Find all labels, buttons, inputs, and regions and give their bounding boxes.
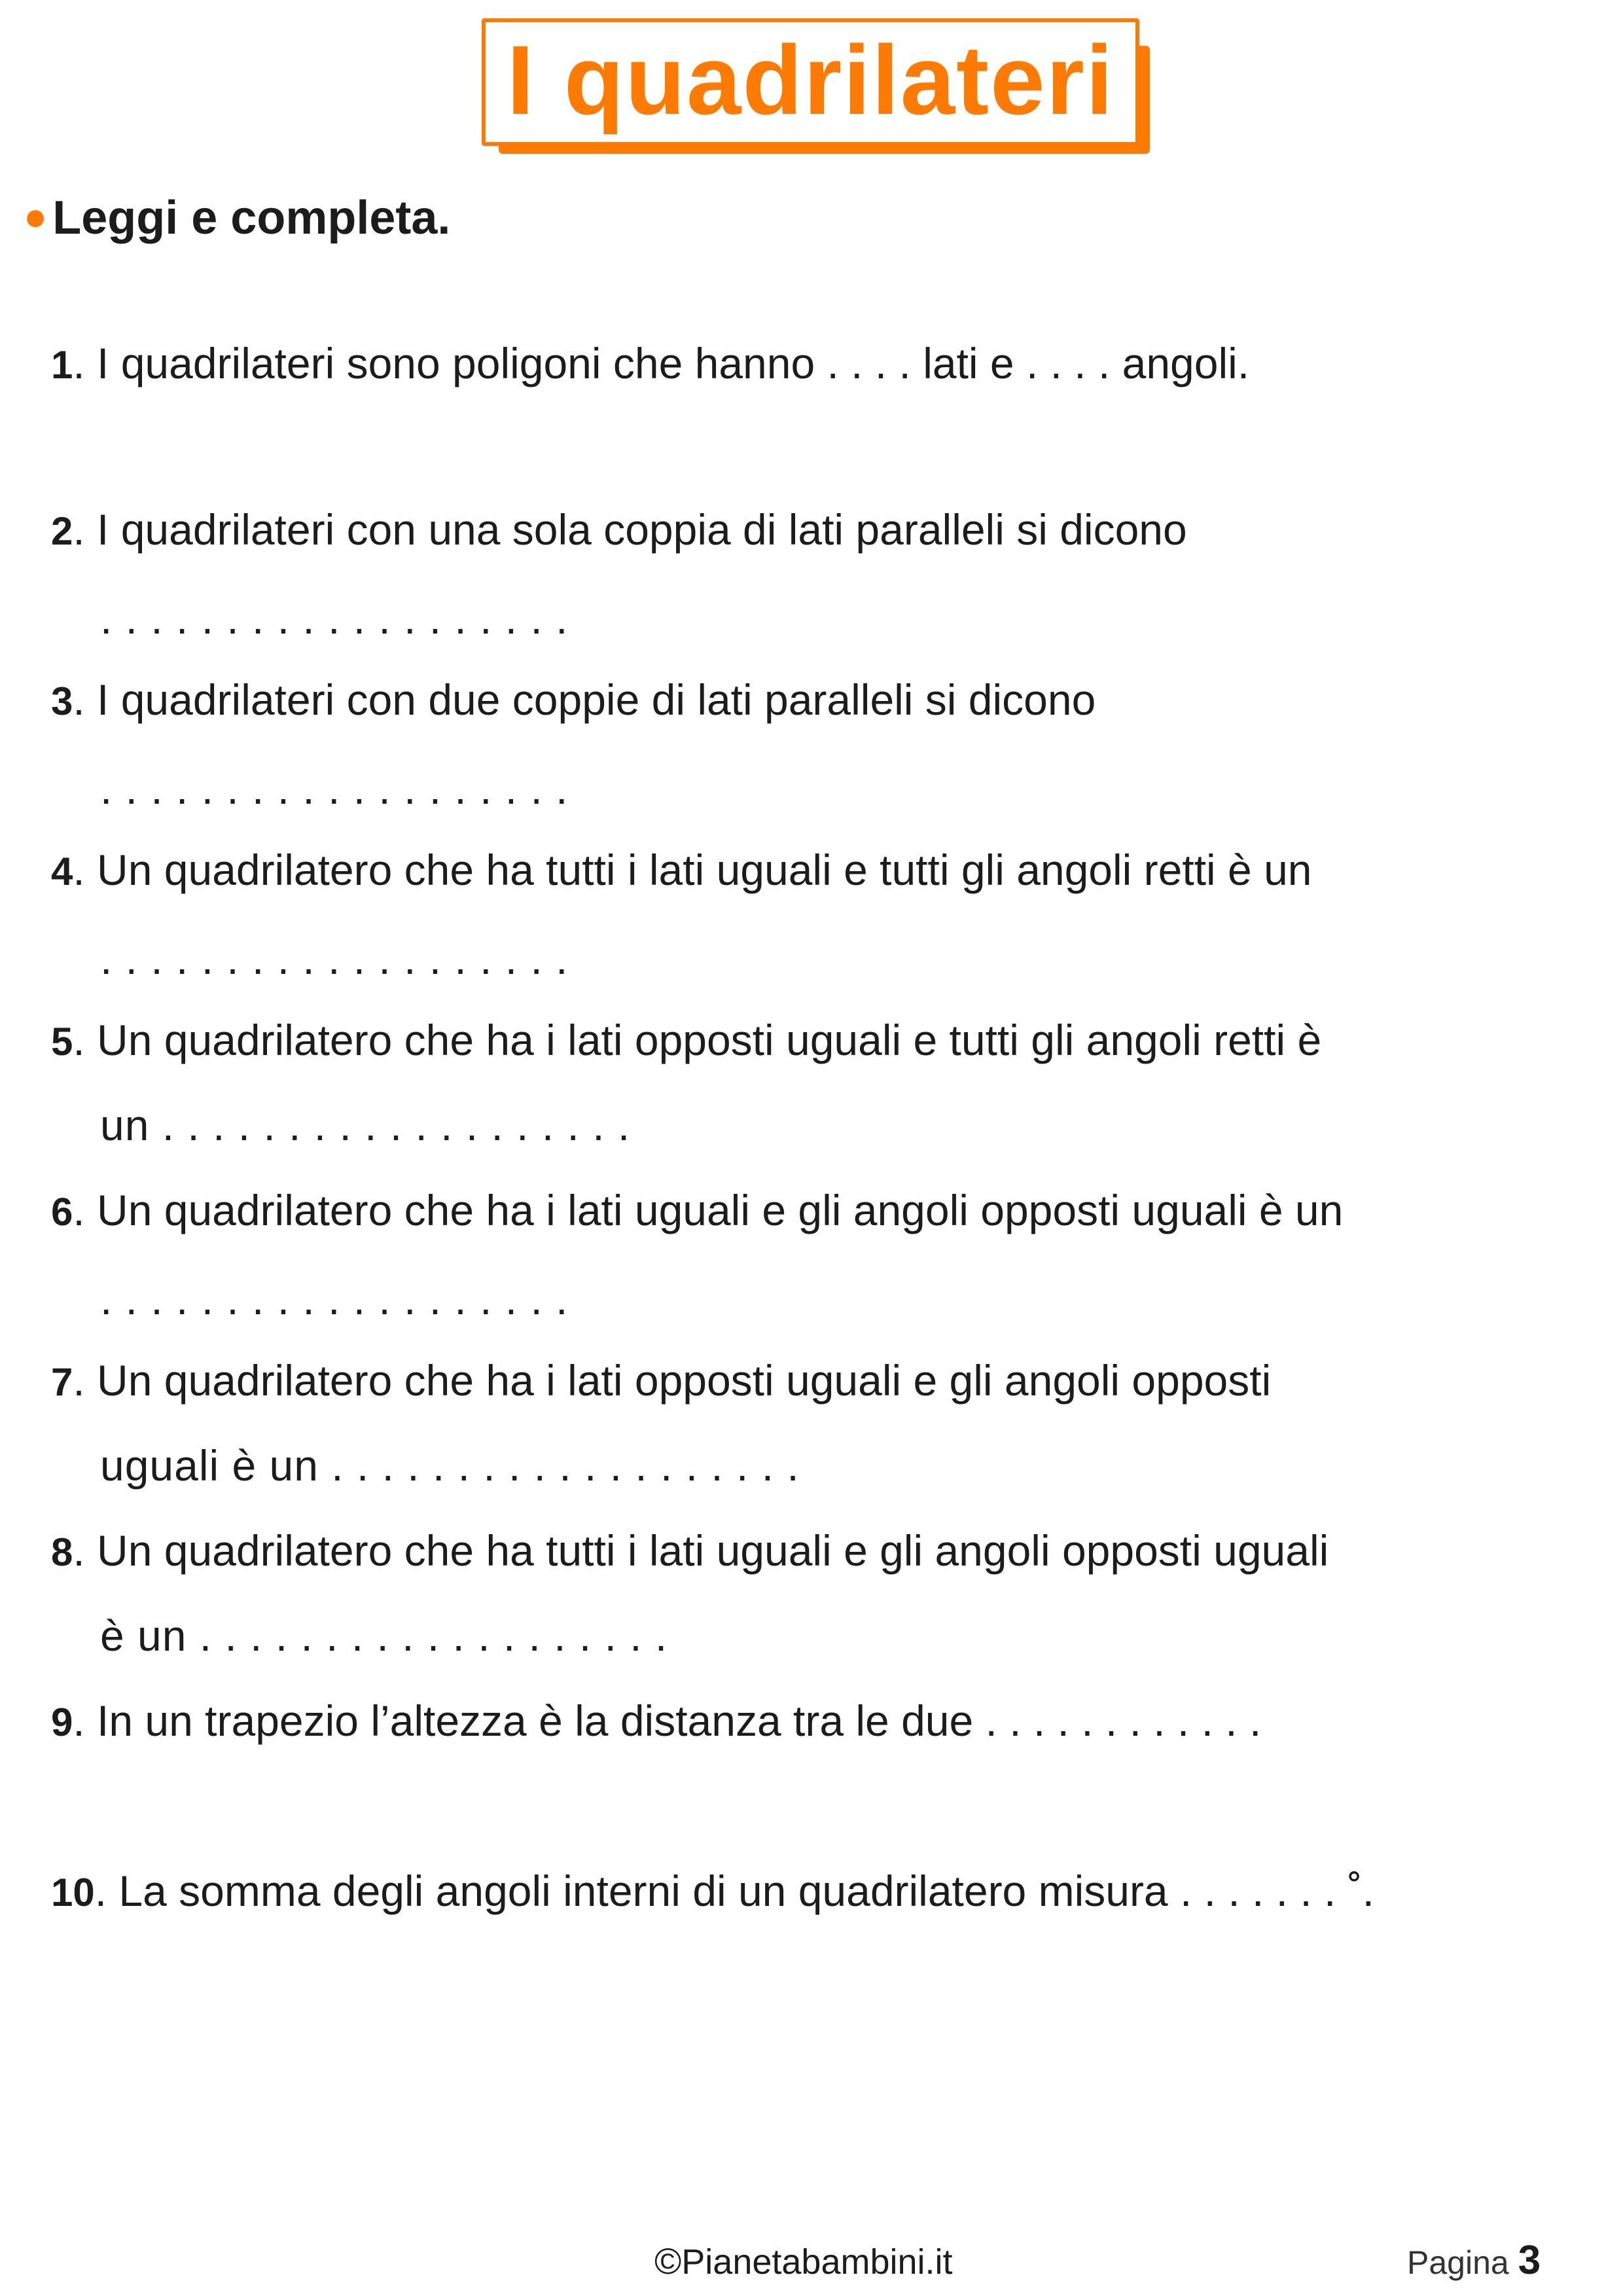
exercise-item-5 — [51, 1018, 1321, 1062]
item-text: . Un quadrilatero che ha i lati opposti uguali e tutti gli angoli retti è — [73, 1016, 1322, 1064]
answer-blank-4[interactable]: . . . . . . . . . . . . . . . . . . . — [100, 935, 569, 983]
item-number: 1 — [51, 343, 73, 387]
item-number: 10 — [51, 1871, 95, 1914]
item-text: . Un quadrilatero che ha tutti i lati uguali e tutti gli angoli retti è un — [73, 846, 1312, 894]
item-number: 4 — [51, 850, 73, 893]
answer-blank-5[interactable]: un . . . . . . . . . . . . . . . . . . . — [100, 1101, 631, 1149]
exercise-item-9 — [51, 1696, 1262, 1745]
item-text: . Un quadrilatero che ha i lati opposti uguali e gli angoli opposti — [73, 1356, 1272, 1405]
exercise-item-6 — [51, 1186, 1344, 1234]
item-number: 5 — [51, 1020, 73, 1064]
answer-blank-8[interactable]: è un . . . . . . . . . . . . . . . . . . . — [100, 1611, 668, 1660]
answer-blank-6[interactable]: . . . . . . . . . . . . . . . . . . . — [100, 1275, 569, 1323]
page-label: Pagina — [1407, 2244, 1509, 2281]
item-text: . La somma degli angoli interni di un quadrilatero misura . . . . . . . ˚. — [94, 1867, 1374, 1915]
exercise-item-4 — [51, 846, 1312, 894]
answer-blank-2[interactable]: . . . . . . . . . . . . . . . . . . . — [100, 594, 569, 643]
page-indicator — [1407, 2237, 1541, 2284]
item-text: . I quadrilateri sono poligoni che hanno . . . . lati e . . . . angoli. — [73, 339, 1250, 387]
item-text: . In un trapezio l’altezza è la distanza tra le due . . . . . . . . . . . . — [73, 1696, 1262, 1745]
item-text: . I quadrilateri con una sola coppia di lati paralleli si dicono — [73, 505, 1187, 554]
exercise-item-2 — [51, 505, 1187, 554]
item-text: . Un quadrilatero che ha tutti i lati uguali e gli angoli opposti uguali — [73, 1526, 1329, 1575]
item-text: . I quadrilateri con due coppie di lati paralleli si dicono — [73, 675, 1096, 724]
item-number: 8 — [51, 1530, 73, 1574]
page-title: I quadrilateri — [507, 24, 1115, 135]
instruction-text: Leggi e completa. — [52, 192, 451, 244]
footer-copyright — [654, 2240, 953, 2282]
page-number: 3 — [1518, 2238, 1541, 2283]
answer-blank-7[interactable]: uguali è un . . . . . . . . . . . . . . . . . . . — [100, 1441, 800, 1490]
answer-blank-3[interactable]: . . . . . . . . . . . . . . . . . . . — [100, 764, 569, 813]
exercise-item-3 — [51, 675, 1096, 724]
item-number: 6 — [51, 1190, 73, 1234]
item-number: 3 — [51, 679, 73, 723]
exercise-item-8 — [51, 1526, 1329, 1575]
instruction — [24, 191, 450, 245]
site-name: Pianetabambini.it — [681, 2242, 953, 2282]
item-text: . Un quadrilatero che ha i lati uguali e gli angoli opposti uguali è un — [73, 1186, 1344, 1234]
exercise-item-7 — [51, 1356, 1272, 1405]
exercise-item-10 — [51, 1867, 1374, 1915]
exercise-item-1 — [51, 339, 1250, 387]
item-number: 7 — [51, 1360, 73, 1404]
bullet-icon: ● — [24, 194, 48, 238]
copyright-icon: © — [654, 2240, 682, 2282]
item-number: 2 — [51, 509, 73, 553]
title-box — [482, 18, 1139, 146]
item-number: 9 — [51, 1700, 73, 1744]
